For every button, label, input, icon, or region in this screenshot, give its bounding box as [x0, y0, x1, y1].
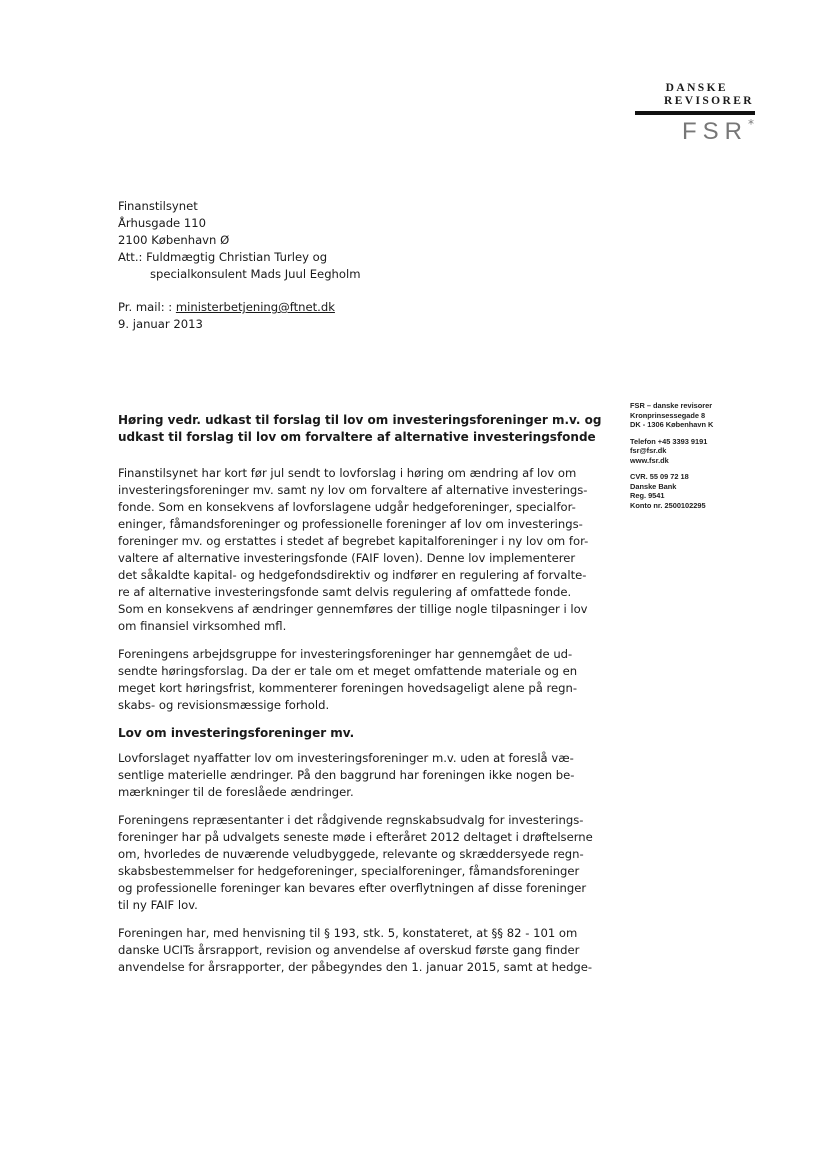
text-line: til ny FAIF lov. — [118, 898, 198, 912]
logo-line-danske: DANSKE — [665, 82, 728, 94]
sender-line: Reg. 9541 — [630, 491, 665, 500]
text-line: investeringsforeninger mv. samt ny lov om forvaltere af alternative investerings- — [118, 483, 588, 497]
paragraph-3 — [118, 750, 588, 801]
text-line: skabsbestemmelser for hedgeforeninger, specialforeninger, fåmandsforeninger — [118, 864, 580, 878]
text-line: valtere af alternative investeringsfonde (FAIF loven). Denne lov implementerer — [118, 551, 576, 565]
sender-line: FSR – danske revisorer — [630, 401, 713, 410]
sender-phone: Telefon +45 3393 9191 — [630, 436, 708, 446]
text-line: Finanstilsynet har kort før jul sendt to lovforslag i høring om ændring af lov om — [118, 466, 577, 480]
sender-info — [630, 401, 780, 517]
recipient-line: 2100 København Ø — [118, 233, 230, 247]
mail-address-link[interactable]: ministerbetjening@ftnet.dk — [175, 300, 335, 314]
mail-line — [118, 299, 458, 316]
logo-line-revisorer: REVISORER — [664, 95, 754, 107]
mail-label: Pr. mail: : — [118, 300, 176, 314]
recipient-line-indent: specialkonsulent Mads Juul Eegholm — [150, 267, 361, 281]
text-line: anvendelse for årsrapporter, der påbegyndes den 1. januar 2015, samt at hedge- — [118, 960, 593, 974]
logo-star-icon: * — [748, 117, 754, 131]
text-line: Lovforslaget nyaffatter lov om investeringsforeninger m.v. uden at foreslå væ- — [118, 751, 574, 765]
subject-line: Høring vedr. udkast til forslag til lov om investeringsforeninger m.v. og — [118, 413, 602, 427]
recipient-line: Århusgade 110 — [118, 216, 207, 230]
letter-date: 9. januar 2013 — [118, 317, 203, 331]
sender-line: Konto nr. 2500102295 — [630, 500, 706, 510]
text-line: eninger, fåmandsforeninger og professionelle foreninger af lov om investerings- — [118, 517, 583, 531]
text-line: Foreningens arbejdsgruppe for investeringsforeninger har gennemgået de ud- — [118, 647, 573, 661]
text-line: om, hvorledes de nuværende veludbyggede, relevante og skræddersyede regn- — [118, 847, 584, 861]
text-line: re af alternative investeringsfonde samt delvis regulering af omfattede fonde. — [118, 585, 572, 599]
text-line: skabs- og revisionsmæssige forhold. — [118, 698, 330, 712]
text-line: det såkaldte kapital- og hedgefondsdirektiv og indfører en regulering af forvalte- — [118, 568, 587, 582]
text-line: foreninger har på udvalgets seneste møde i efteråret 2012 deltaget i drøftelserne — [118, 830, 593, 844]
text-line: foreninger mv. og erstattes i stedet af begrebet kapitalforeninger i ny lov om for- — [118, 534, 589, 548]
text-line: mærkninger til de foreslåede ændringer. — [118, 785, 354, 799]
letter-body — [118, 412, 602, 987]
text-line: sentlige materielle ændringer. På den baggrund har foreningen ikke nogen be- — [118, 768, 575, 782]
logo-bar — [635, 111, 755, 115]
fsr-logo — [600, 80, 760, 145]
text-line: Som en konsekvens af ændringer gennemføres der tillige nogle tilpasninger i lov — [118, 602, 588, 616]
paragraph-4 — [118, 812, 593, 914]
sender-bank-block — [630, 472, 780, 510]
recipient-line: Att.: Fuldmægtig Christian Turley og — [118, 250, 328, 264]
sender-line: CVR. 55 09 72 18 — [630, 472, 689, 481]
text-line: fonde. Som en konsekvens af lovforslagene udgår hedgeforeninger, specialfor- — [118, 500, 576, 514]
subject-line: udkast til forslag til lov om forvaltere af alternative investeringsfonde — [118, 430, 596, 444]
sender-line: Danske Bank — [630, 481, 677, 491]
sender-line: Kronprinsessegade 8 — [630, 410, 706, 420]
recipient-address — [118, 198, 458, 333]
sender-email[interactable]: fsr@fsr.dk — [630, 446, 667, 455]
text-line: sendte høringsforslag. Da der er tale om et meget omfattende materiale og en — [118, 664, 578, 678]
text-line: meget kort høringsfrist, kommenterer foreningen hovedsageligt alene på regn- — [118, 681, 578, 695]
paragraph-5 — [118, 925, 593, 976]
recipient-line: Finanstilsynet — [118, 199, 198, 213]
logo-mark: FSR — [682, 118, 748, 145]
section-heading: Lov om investeringsforeninger mv. — [118, 726, 355, 740]
paragraph-1 — [118, 465, 588, 635]
sender-line: DK - 1306 København K — [630, 420, 714, 429]
text-line: og professionelle foreninger kan bevares efter overflytningen af disse foreninger — [118, 881, 587, 895]
sender-website[interactable]: www.fsr.dk — [630, 455, 669, 465]
text-line: danske UCITs årsrapport, revision og anvendelse af overskud første gang finder — [118, 943, 580, 957]
paragraph-2 — [118, 646, 588, 714]
sender-address-block — [630, 401, 780, 430]
letter-subject — [118, 412, 602, 446]
text-line: Foreningen har, med henvisning til § 193, stk. 5, konstateret, at §§ 82 - 101 om — [118, 926, 578, 940]
spacer — [118, 283, 458, 299]
text-line: om finansiel virksomhed mfl. — [118, 619, 287, 633]
text-line: Foreningens repræsentanter i det rådgivende regnskabsudvalg for investerings- — [118, 813, 584, 827]
sender-contact-block — [630, 437, 780, 466]
